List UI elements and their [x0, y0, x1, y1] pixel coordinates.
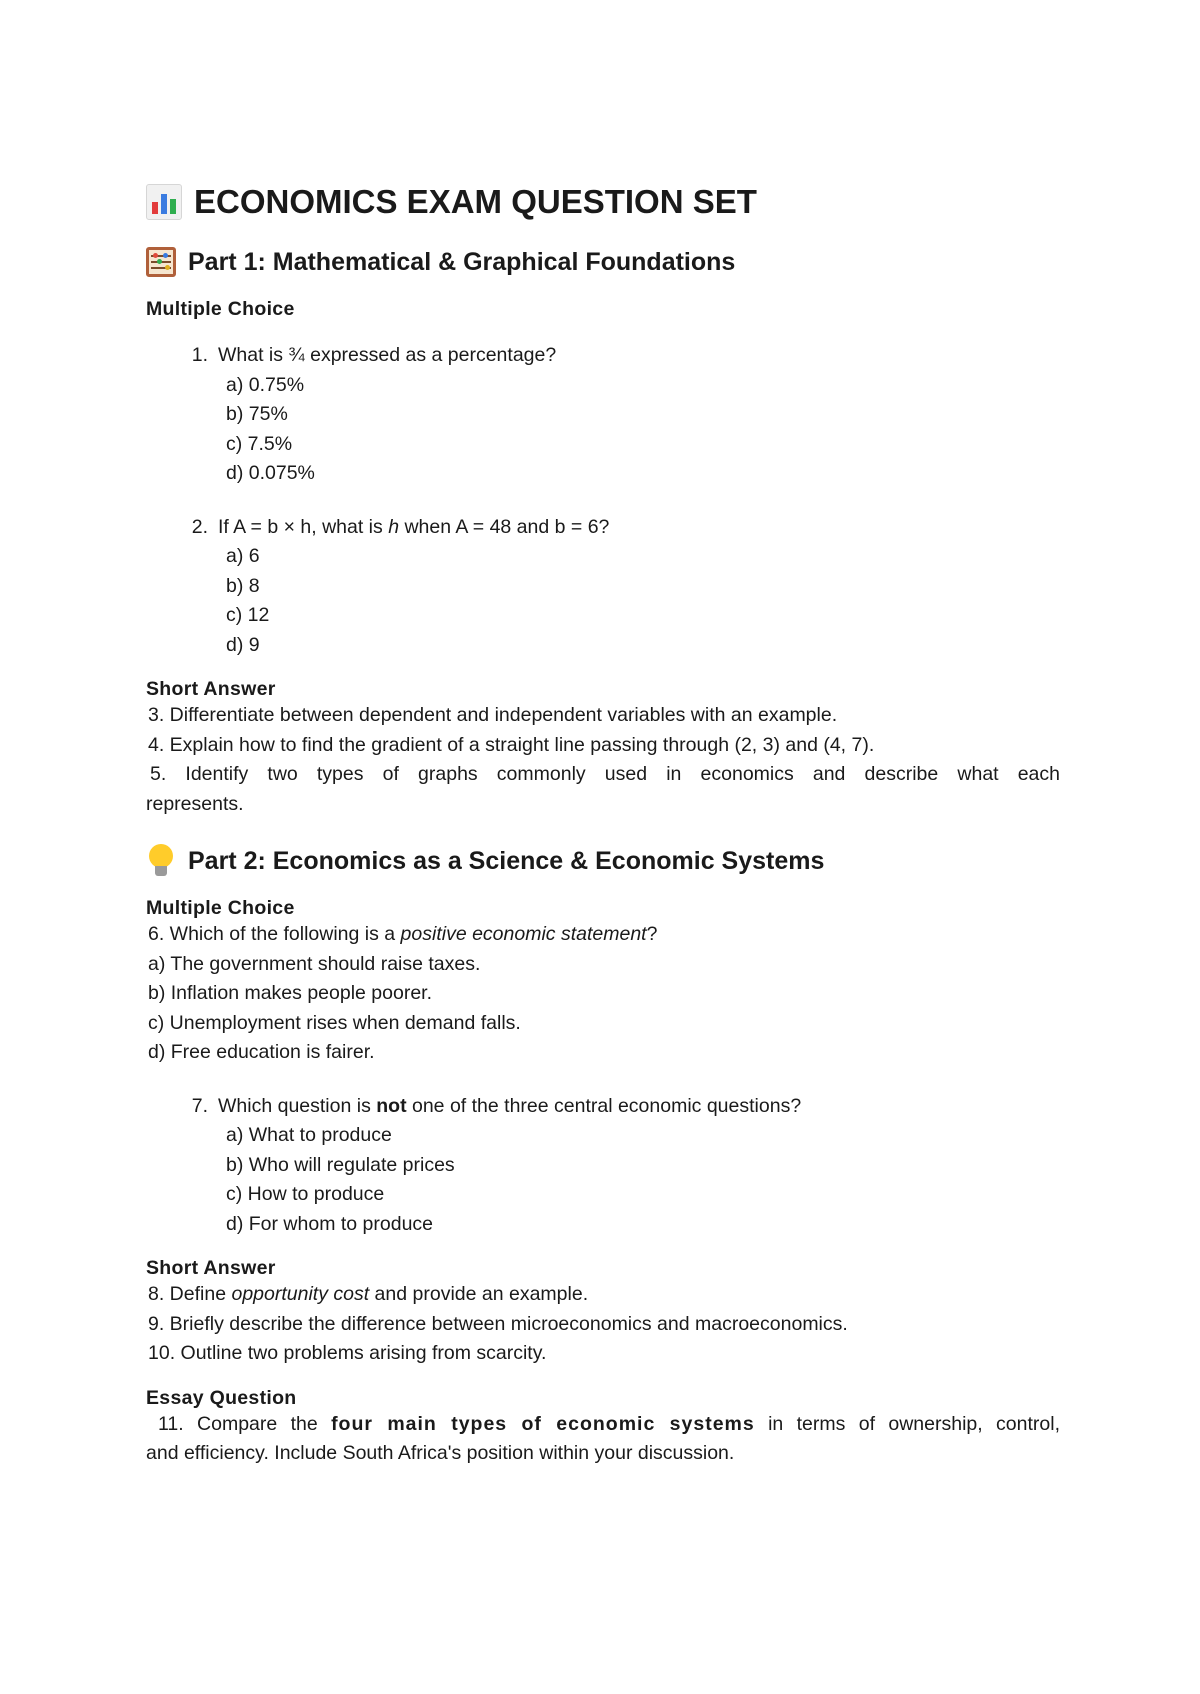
q11-strong: four main types of economic systems: [331, 1412, 755, 1435]
part2-mc-label: Multiple Choice: [146, 897, 295, 919]
part2-heading: [146, 841, 1060, 881]
q2-number: 2.: [191, 515, 208, 538]
question-4: 4. Explain how to find the gradient of a straight line passing through (2, 3) and (4, 7).: [148, 733, 875, 756]
q2-text: [218, 513, 609, 543]
part1-sa-label: Short Answer: [146, 678, 276, 700]
q7-option-a: a) What to produce: [226, 1124, 392, 1146]
q6-option-a: a) The government should raise taxes.: [148, 952, 481, 975]
q7-number: 7.: [191, 1094, 208, 1117]
q6-option-d: d) Free education is fairer.: [148, 1041, 375, 1063]
q2-variable: h: [388, 515, 400, 538]
question-2: [146, 513, 1060, 543]
q8-emphasis: opportunity cost: [231, 1283, 370, 1305]
q1-number: 1.: [191, 344, 208, 366]
q11-text-a: 11. Compare the: [158, 1412, 332, 1435]
q2-option-d: d) 9: [226, 633, 260, 656]
page-title: [146, 178, 1060, 226]
q7-option-d: d) For whom to produce: [226, 1212, 434, 1235]
question-10: 10. Outline two problems arising from scarcity.: [148, 1342, 547, 1364]
question-1: [146, 341, 1060, 371]
part1-heading: [146, 242, 1060, 282]
q1-option-c: c) 7.5%: [226, 432, 293, 455]
q6-option-c: c) Unemployment rises when demand falls.: [148, 1011, 521, 1034]
question-11-line2: and efficiency. Include South Africa's position within your discussion.: [146, 1442, 735, 1464]
q1-text: What is ¾ expressed as a percentage?: [218, 344, 557, 366]
q1-option-b: b) 75%: [226, 403, 288, 425]
part1-heading-text: Part 1: Mathematical & Graphical Foundations: [188, 248, 736, 276]
q8-text-a: 8. Define: [148, 1283, 232, 1305]
part1-mc-label: Multiple Choice: [146, 298, 295, 320]
essay-label: Essay Question: [146, 1386, 297, 1409]
q6-emphasis: positive economic statement: [400, 923, 647, 945]
q2-text-b: when A = 48 and b = 6?: [399, 515, 610, 538]
abacus-icon: [146, 247, 176, 277]
q11-text-b: in terms of ownership, control,: [754, 1412, 1060, 1435]
lightbulb-icon: [146, 844, 176, 878]
question-8: [146, 1280, 1060, 1310]
q7-strong: not: [376, 1094, 407, 1117]
part2-heading-text: Part 2: Economics as a Science & Economic Systems: [188, 847, 825, 875]
bar-chart-icon: [146, 184, 182, 220]
q6-text-b: ?: [646, 923, 658, 945]
q2-option-a: a) 6: [226, 545, 260, 567]
question-6: [146, 920, 1060, 950]
question-11-line1: [146, 1410, 1060, 1440]
q6-option-b: b) Inflation makes people poorer.: [148, 982, 433, 1004]
question-3: 3. Differentiate between dependent and independent variables with an example.: [148, 704, 838, 726]
q1-option-d: d) 0.075%: [226, 462, 315, 484]
exam-document: [146, 178, 1060, 1469]
q7-option-c: c) How to produce: [226, 1183, 385, 1205]
q1-option-a: a) 0.75%: [226, 373, 305, 396]
question-5-line2: represents.: [146, 792, 244, 815]
part2-sa-label: Short Answer: [146, 1257, 276, 1279]
q7-option-b: b) Who will regulate prices: [226, 1153, 455, 1176]
question-5-line1: 5. Identify two types of graphs commonly used in economics and describe what each: [150, 763, 1060, 785]
q2-text-a: If A = b × h, what is: [218, 515, 389, 538]
question-7: [146, 1092, 1060, 1122]
q7-text: [218, 1092, 801, 1122]
q2-option-b: b) 8: [226, 574, 260, 597]
q7-text-b: one of the three central economic questions?: [406, 1094, 802, 1117]
q6-text-a: 6. Which of the following is a: [148, 923, 401, 945]
question-9: 9. Briefly describe the difference between microeconomics and macroeconomics.: [148, 1312, 848, 1335]
title-text: ECONOMICS EXAM QUESTION SET: [194, 183, 757, 220]
q7-text-a: Which question is: [218, 1094, 377, 1117]
q8-text-b: and provide an example.: [369, 1283, 589, 1305]
q2-option-c: c) 12: [226, 604, 270, 626]
